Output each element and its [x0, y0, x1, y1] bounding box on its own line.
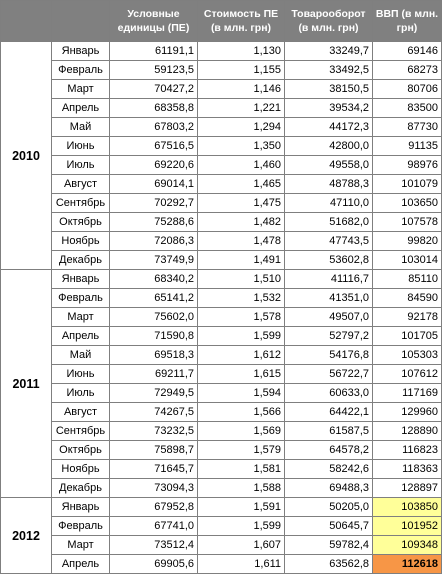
- cost-cell: 1,465: [198, 175, 285, 194]
- turnover-cell: 33492,5: [285, 61, 373, 80]
- turnover-cell: 61587,5: [285, 422, 373, 441]
- month-cell: Август: [52, 175, 110, 194]
- units-cell: 69014,1: [110, 175, 198, 194]
- cost-cell: 1,599: [198, 517, 285, 536]
- gdp-cell: 98976: [373, 156, 442, 175]
- gdp-cell: 101705: [373, 327, 442, 346]
- turnover-cell: 60633,0: [285, 384, 373, 403]
- month-cell: Май: [52, 346, 110, 365]
- table-row: [1, 536, 442, 555]
- units-cell: 59123,5: [110, 61, 198, 80]
- month-cell: Август: [52, 403, 110, 422]
- cost-cell: 1,566: [198, 403, 285, 422]
- units-cell: 73232,5: [110, 422, 198, 441]
- table-row: [1, 460, 442, 479]
- units-cell: 69220,6: [110, 156, 198, 175]
- table-row: [1, 251, 442, 270]
- table-row: [1, 156, 442, 175]
- table-row: [1, 346, 442, 365]
- gdp-cell: 109348: [373, 536, 442, 555]
- cost-cell: 1,475: [198, 194, 285, 213]
- table-row: [1, 99, 442, 118]
- units-cell: 69518,3: [110, 346, 198, 365]
- month-cell: Февраль: [52, 61, 110, 80]
- cost-cell: 1,221: [198, 99, 285, 118]
- year-cell: 2010: [1, 42, 52, 270]
- gdp-cell: 103850: [373, 498, 442, 517]
- units-cell: 67952,8: [110, 498, 198, 517]
- cost-cell: 1,579: [198, 441, 285, 460]
- units-cell: 75602,0: [110, 308, 198, 327]
- turnover-cell: 58242,6: [285, 460, 373, 479]
- table-row: [1, 232, 442, 251]
- units-cell: 69905,6: [110, 555, 198, 574]
- header-cost: Стоимость ПЕ (в млн. грн): [198, 1, 285, 42]
- table-row: [1, 422, 442, 441]
- table-row: [1, 118, 442, 137]
- gdp-cell: 128897: [373, 479, 442, 498]
- month-cell: Февраль: [52, 517, 110, 536]
- month-cell: Ноябрь: [52, 232, 110, 251]
- month-cell: Март: [52, 308, 110, 327]
- turnover-cell: 69488,3: [285, 479, 373, 498]
- month-cell: Январь: [52, 270, 110, 289]
- year-cell: 2011: [1, 270, 52, 498]
- gdp-cell: 85110: [373, 270, 442, 289]
- turnover-cell: 64422,1: [285, 403, 373, 422]
- units-cell: 67516,5: [110, 137, 198, 156]
- table-row: [1, 175, 442, 194]
- month-cell: Июль: [52, 156, 110, 175]
- header-month-blank: [52, 1, 110, 42]
- turnover-cell: 33249,7: [285, 42, 373, 61]
- turnover-cell: 38150,5: [285, 80, 373, 99]
- table-row: [1, 479, 442, 498]
- gdp-cell: 80706: [373, 80, 442, 99]
- table-row: [1, 61, 442, 80]
- units-cell: 73749,9: [110, 251, 198, 270]
- cost-cell: 1,478: [198, 232, 285, 251]
- units-cell: 73094,3: [110, 479, 198, 498]
- units-cell: 70292,7: [110, 194, 198, 213]
- turnover-cell: 50645,7: [285, 517, 373, 536]
- turnover-cell: 51682,0: [285, 213, 373, 232]
- table-body: [1, 42, 442, 574]
- gdp-cell: 99820: [373, 232, 442, 251]
- table-row: [1, 384, 442, 403]
- month-cell: Ноябрь: [52, 460, 110, 479]
- table-row: [1, 308, 442, 327]
- cost-cell: 1,612: [198, 346, 285, 365]
- turnover-cell: 42800,0: [285, 137, 373, 156]
- units-cell: 71590,8: [110, 327, 198, 346]
- gdp-cell: 101952: [373, 517, 442, 536]
- cost-cell: 1,607: [198, 536, 285, 555]
- table-row: [1, 194, 442, 213]
- turnover-cell: 49507,0: [285, 308, 373, 327]
- cost-cell: 1,460: [198, 156, 285, 175]
- gdp-cell: 84590: [373, 289, 442, 308]
- turnover-cell: 44172,3: [285, 118, 373, 137]
- units-cell: 67803,2: [110, 118, 198, 137]
- gdp-cell: 117169: [373, 384, 442, 403]
- turnover-cell: 47110,0: [285, 194, 373, 213]
- cost-cell: 1,510: [198, 270, 285, 289]
- units-cell: 71645,7: [110, 460, 198, 479]
- turnover-cell: 39534,2: [285, 99, 373, 118]
- cost-cell: 1,491: [198, 251, 285, 270]
- turnover-cell: 53602,8: [285, 251, 373, 270]
- gdp-cell: 101079: [373, 175, 442, 194]
- turnover-cell: 49558,0: [285, 156, 373, 175]
- cost-cell: 1,146: [198, 80, 285, 99]
- header-row: [1, 1, 442, 42]
- table-row: [1, 327, 442, 346]
- table-row: [1, 365, 442, 384]
- month-cell: Декабрь: [52, 251, 110, 270]
- month-cell: Март: [52, 80, 110, 99]
- month-cell: Апрель: [52, 555, 110, 574]
- gdp-cell: 103014: [373, 251, 442, 270]
- month-cell: Апрель: [52, 99, 110, 118]
- cost-cell: 1,611: [198, 555, 285, 574]
- table-row: [1, 441, 442, 460]
- gdp-cell: 107578: [373, 213, 442, 232]
- gdp-cell: 118363: [373, 460, 442, 479]
- units-cell: 69211,7: [110, 365, 198, 384]
- month-cell: Февраль: [52, 289, 110, 308]
- month-cell: Октябрь: [52, 213, 110, 232]
- cost-cell: 1,130: [198, 42, 285, 61]
- units-cell: 68340,2: [110, 270, 198, 289]
- cost-cell: 1,594: [198, 384, 285, 403]
- turnover-cell: 48788,3: [285, 175, 373, 194]
- units-cell: 67741,0: [110, 517, 198, 536]
- units-cell: 74267,5: [110, 403, 198, 422]
- month-cell: Март: [52, 536, 110, 555]
- gdp-cell: 91135: [373, 137, 442, 156]
- cost-cell: 1,532: [198, 289, 285, 308]
- cost-cell: 1,155: [198, 61, 285, 80]
- table-row: [1, 555, 442, 574]
- gdp-cell: 112618: [373, 555, 442, 574]
- cost-cell: 1,569: [198, 422, 285, 441]
- header-units: Условные единицы (ПЕ): [110, 1, 198, 42]
- units-cell: 70427,2: [110, 80, 198, 99]
- cost-cell: 1,350: [198, 137, 285, 156]
- table-row: [1, 270, 442, 289]
- gdp-cell: 92178: [373, 308, 442, 327]
- cost-cell: 1,578: [198, 308, 285, 327]
- table-row: [1, 498, 442, 517]
- gdp-cell: 107612: [373, 365, 442, 384]
- turnover-cell: 41351,0: [285, 289, 373, 308]
- cost-cell: 1,482: [198, 213, 285, 232]
- table-row: [1, 517, 442, 536]
- month-cell: Декабрь: [52, 479, 110, 498]
- turnover-cell: 41116,7: [285, 270, 373, 289]
- gdp-cell: 103650: [373, 194, 442, 213]
- table-row: [1, 42, 442, 61]
- cost-cell: 1,581: [198, 460, 285, 479]
- units-cell: 75288,6: [110, 213, 198, 232]
- units-cell: 65141,2: [110, 289, 198, 308]
- month-cell: Июль: [52, 384, 110, 403]
- turnover-cell: 52797,2: [285, 327, 373, 346]
- units-cell: 68358,8: [110, 99, 198, 118]
- year-cell: 2012: [1, 498, 52, 574]
- month-cell: Сентябрь: [52, 194, 110, 213]
- month-cell: Июнь: [52, 365, 110, 384]
- gdp-cell: 87730: [373, 118, 442, 137]
- turnover-cell: 54176,8: [285, 346, 373, 365]
- month-cell: Сентябрь: [52, 422, 110, 441]
- month-cell: Январь: [52, 498, 110, 517]
- gdp-cell: 69146: [373, 42, 442, 61]
- cost-cell: 1,599: [198, 327, 285, 346]
- units-cell: 73512,4: [110, 536, 198, 555]
- turnover-cell: 64578,2: [285, 441, 373, 460]
- units-cell: 72086,3: [110, 232, 198, 251]
- units-cell: 75898,7: [110, 441, 198, 460]
- table-row: [1, 403, 442, 422]
- gdp-cell: 83500: [373, 99, 442, 118]
- table-row: [1, 137, 442, 156]
- turnover-cell: 63562,8: [285, 555, 373, 574]
- month-cell: Июнь: [52, 137, 110, 156]
- turnover-cell: 56722,7: [285, 365, 373, 384]
- cost-cell: 1,294: [198, 118, 285, 137]
- gdp-cell: 105303: [373, 346, 442, 365]
- gdp-cell: 68273: [373, 61, 442, 80]
- gdp-cell: 128890: [373, 422, 442, 441]
- units-cell: 72949,5: [110, 384, 198, 403]
- cost-cell: 1,591: [198, 498, 285, 517]
- header-gdp: ВВП (в млн. грн): [373, 1, 442, 42]
- cost-cell: 1,615: [198, 365, 285, 384]
- cost-cell: 1,588: [198, 479, 285, 498]
- header-year-blank: [1, 1, 52, 42]
- table-row: [1, 289, 442, 308]
- turnover-cell: 50205,0: [285, 498, 373, 517]
- table-row: [1, 80, 442, 99]
- month-cell: Январь: [52, 42, 110, 61]
- header-turnover: Товарооборот (в млн. грн): [285, 1, 373, 42]
- turnover-cell: 47743,5: [285, 232, 373, 251]
- turnover-cell: 59782,4: [285, 536, 373, 555]
- units-cell: 61191,1: [110, 42, 198, 61]
- table-row: [1, 213, 442, 232]
- month-cell: Май: [52, 118, 110, 137]
- month-cell: Апрель: [52, 327, 110, 346]
- gdp-cell: 129960: [373, 403, 442, 422]
- month-cell: Октябрь: [52, 441, 110, 460]
- gdp-cell: 116823: [373, 441, 442, 460]
